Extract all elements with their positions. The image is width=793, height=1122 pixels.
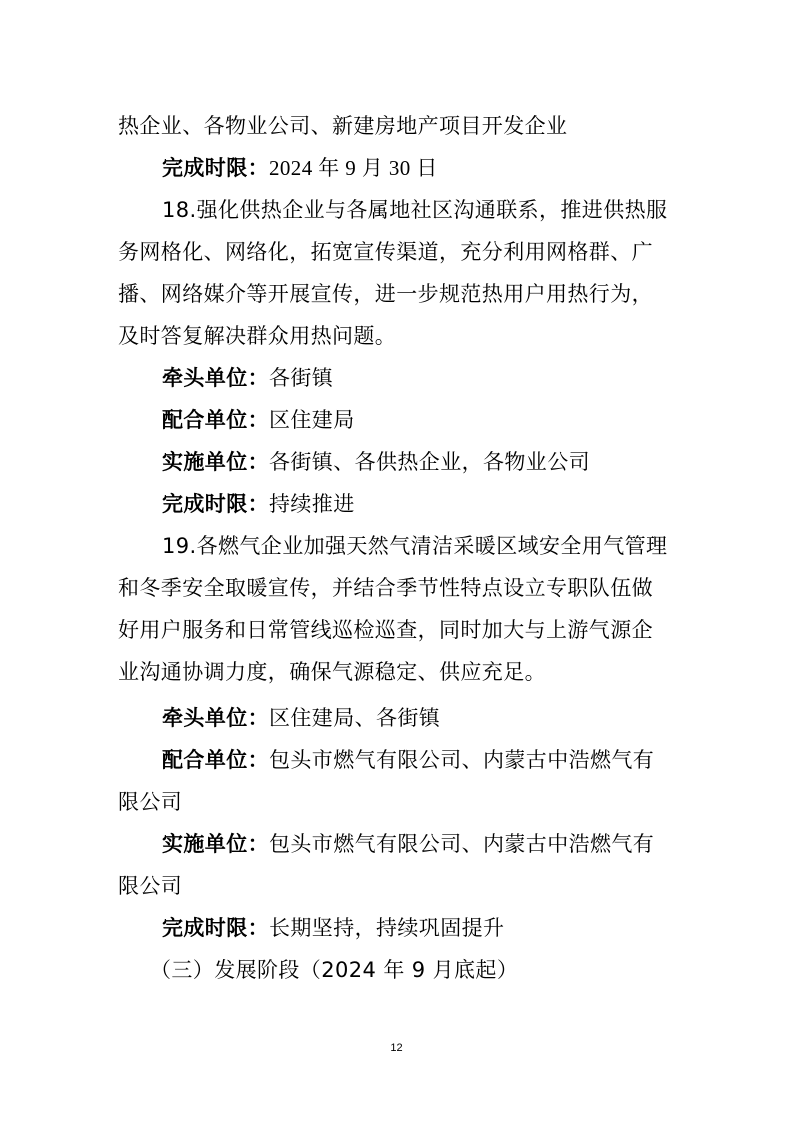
implement-unit-label: 实施单位： (162, 832, 269, 856)
line-text: 及时答复解决群众用热问题。 (118, 324, 397, 348)
line-text: 播、网络媒介等开展宣传，进一步规范热用户用热行为， (118, 282, 653, 306)
section-heading-text: （三）发展阶段（2024 年 9 月底起） (150, 958, 519, 982)
implement-unit-label: 实施单位： (162, 450, 269, 474)
deadline-line (162, 914, 678, 942)
lead-unit-label: 牵头单位： (162, 366, 269, 390)
deadline-value: 2024 年 9 月 30 日 (269, 156, 438, 180)
line-text: 业沟通协调力度，确保气源稳定、供应充足。 (118, 660, 546, 684)
item-18-line-2 (118, 238, 678, 266)
support-unit-value: 包头市燃气有限公司、内蒙古中浩燃气有 (269, 748, 655, 772)
line-text: 务网格化、网络化，拓宽宣传渠道，充分利用网格群、广 (118, 240, 653, 264)
line-text: 热企业、各物业公司、新建房地产项目开发企业 (118, 114, 568, 138)
deadline-line (162, 154, 678, 182)
line-text: 好用户服务和日常管线巡检巡查，同时加大与上游气源企 (118, 618, 653, 642)
deadline-label: 完成时限： (162, 156, 269, 180)
item-19-line-4 (118, 658, 678, 686)
support-unit-label: 配合单位： (162, 408, 269, 432)
text-line (118, 112, 678, 140)
deadline-label: 完成时限： (162, 492, 269, 516)
support-unit-continuation (118, 788, 678, 816)
deadline-value: 持续推进 (269, 492, 355, 516)
implement-unit-line (162, 448, 678, 476)
item-19-line-2 (118, 574, 678, 602)
support-unit-value: 区住建局 (269, 408, 355, 432)
lead-unit-label: 牵头单位： (162, 706, 269, 730)
item-19-line-3 (118, 616, 678, 644)
implement-unit-value: 各街镇、各供热企业，各物业公司 (269, 450, 590, 474)
support-unit-line (162, 406, 678, 434)
line-text: 和冬季安全取暖宣传，并结合季节性特点设立专职队伍做 (118, 576, 653, 600)
page-number: 12 (390, 1042, 403, 1054)
deadline-value: 长期坚持，持续巩固提升 (269, 916, 505, 940)
line-text: 限公司 (118, 790, 183, 814)
item-18-line-4 (118, 322, 678, 350)
implement-unit-value: 包头市燃气有限公司、内蒙古中浩燃气有 (269, 832, 655, 856)
implement-unit-line (162, 830, 678, 858)
implement-unit-continuation (118, 872, 678, 900)
lead-unit-value: 区住建局、各街镇 (269, 706, 441, 730)
support-unit-line (162, 746, 678, 774)
support-unit-label: 配合单位： (162, 748, 269, 772)
line-text: 18.强化供热企业与各属地社区沟通联系，推进供热服 (162, 198, 668, 222)
deadline-line (162, 490, 678, 518)
lead-unit-value: 各街镇 (269, 366, 334, 390)
item-19-line-1 (162, 532, 678, 560)
item-18-line-3 (118, 280, 678, 308)
line-text: 限公司 (118, 874, 183, 898)
item-18-line-1 (162, 196, 678, 224)
lead-unit-line (162, 704, 678, 732)
lead-unit-line (162, 364, 678, 392)
deadline-label: 完成时限： (162, 916, 269, 940)
line-text: 19.各燃气企业加强天然气清洁采暖区域安全用气管理 (162, 534, 668, 558)
section-heading (150, 956, 710, 984)
